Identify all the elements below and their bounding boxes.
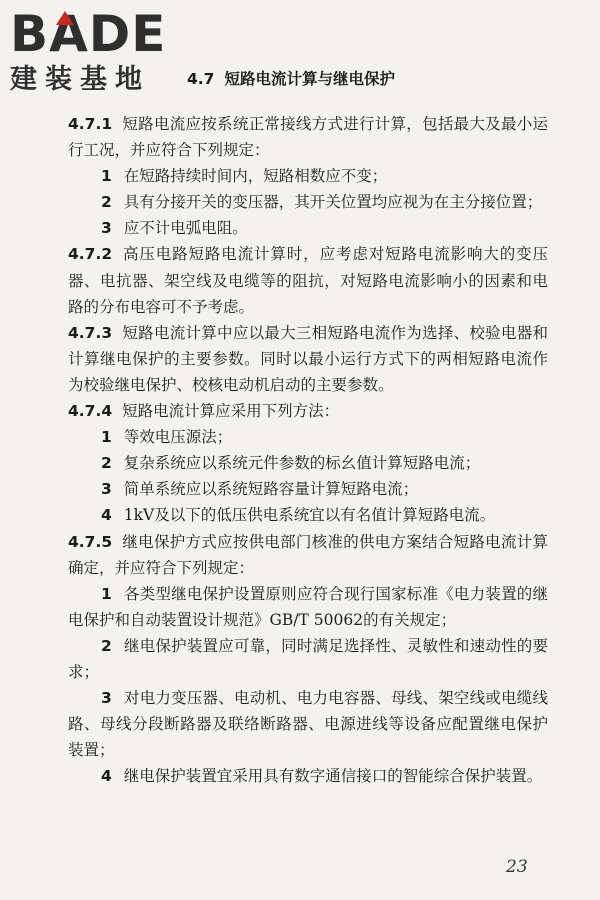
clause-text: 高压电路短路电流计算时，应考虑对短路电流影响大的变压器、电抗器、架空线及电缆等的阻抗，对短路电流影响小的因素和电路的分布电容可不予考虑。: [68, 245, 548, 316]
clause-number: 4.7.4: [68, 402, 113, 421]
clause-number: 4.7.2: [68, 245, 113, 264]
item-number: 2: [101, 454, 112, 473]
clause-number: 4.7.3: [68, 323, 113, 342]
list-item: [68, 581, 548, 633]
item-number: 4: [101, 506, 112, 525]
clause-4-7-4: [68, 398, 548, 424]
logo-subtitle: 建装基地: [10, 64, 150, 95]
clause-text: 短路电流计算中应以最大三相短路电流作为选择、校验电器和计算继电保护的主要参数。同时以最小运行方式下的两相短路电流作为校验继电保护、校核电动机启动的主要参数。: [68, 323, 548, 394]
item-number: 3: [101, 689, 112, 708]
item-text: 继电保护装置应可靠，同时满足选择性、灵敏性和速动性的要求；: [68, 636, 548, 681]
item-number: 1: [101, 167, 112, 186]
logo-accent-triangle: [56, 11, 74, 25]
list-item: [68, 215, 548, 241]
item-text: 对电力变压器、电动机、电力电容器、母线、架空线或电缆线路、母线分段断路器及联络断路器、电源进线等设备应配置继电保护装置；: [68, 689, 548, 760]
item-text: 继电保护装置宜采用具有数字通信接口的智能综合保护装置。: [123, 767, 543, 786]
item-number: 3: [101, 480, 112, 499]
clause-text: 短路电流计算应采用下列方法：: [122, 402, 340, 421]
item-number: 1: [101, 428, 112, 447]
list-item: [68, 476, 548, 502]
clause-number: 4.7.1: [68, 115, 113, 133]
item-text: 简单系统应以系统短路容量计算短路电流；: [123, 480, 419, 499]
item-number: 4: [101, 767, 112, 786]
item-text: 应不计电弧电阻。: [123, 219, 248, 238]
item-number: 2: [101, 636, 112, 655]
item-text: 等效电压源法；: [123, 428, 233, 447]
document-body: [68, 111, 548, 789]
list-item: [68, 763, 548, 789]
clause-text: 继电保护方式应按供电部门核准的供电方案结合短路电流计算确定，并应符合下列规定：: [68, 532, 548, 577]
clause-4-7-3: [68, 320, 548, 398]
section-title: 短路电流计算与继电保护: [224, 70, 395, 88]
section-number: 4.7: [187, 70, 215, 88]
list-item: [68, 189, 548, 215]
item-text: 具有分接开关的变压器，其开关位置均应视为在主分接位置；: [123, 193, 543, 212]
clause-4-7-5: [68, 529, 548, 581]
item-text: 1kV及以下的低压供电系统宜以有名值计算短路电流。: [123, 506, 496, 525]
item-number: 2: [101, 193, 112, 212]
logo: [10, 5, 175, 98]
page-number: 23: [506, 857, 528, 877]
list-item: [68, 424, 548, 450]
clause-number: 4.7.5: [68, 532, 113, 551]
list-item: [68, 685, 548, 763]
clause-4-7-1: [68, 111, 548, 163]
item-text: 在短路持续时间内，短路相数应不变；: [123, 167, 388, 186]
logo-wordmark: BADE: [10, 5, 167, 63]
item-text: 复杂系统应以系统元件参数的标幺值计算短路电流；: [123, 454, 481, 473]
clause-4-7-2: [68, 241, 548, 319]
list-item: [68, 163, 548, 189]
list-item: [68, 450, 548, 476]
item-number: 1: [101, 584, 112, 603]
section-heading: [187, 69, 395, 89]
item-text: 各类型继电保护设置原则应符合现行国家标准《电力装置的继电保护和自动装置设计规范》GB/T 50062的有关规定；: [68, 584, 548, 629]
item-number: 3: [101, 219, 112, 238]
clause-text: 短路电流应按系统正常接线方式进行计算，包括最大及最小运行工况，并应符合下列规定：: [68, 115, 548, 160]
list-item: [68, 633, 548, 685]
list-item: [68, 502, 548, 528]
